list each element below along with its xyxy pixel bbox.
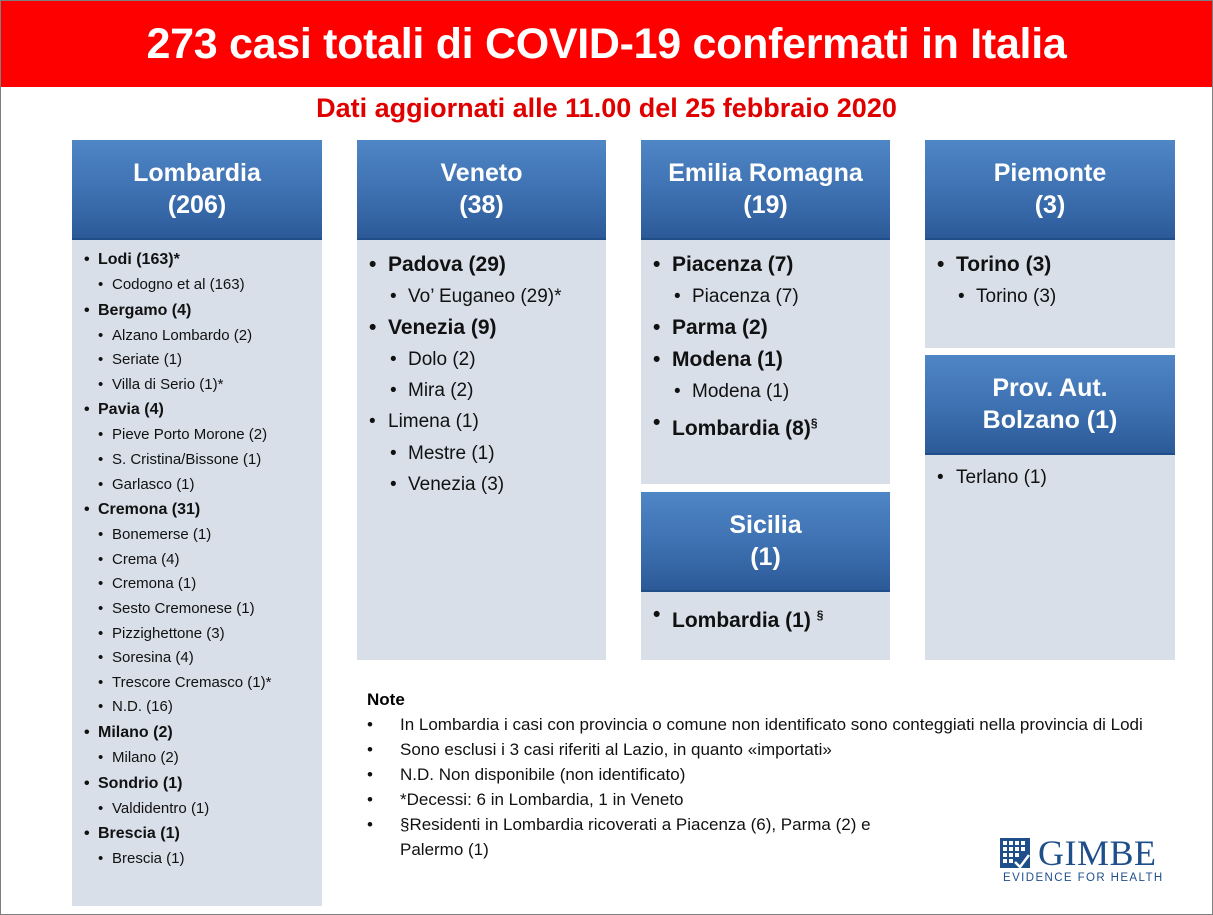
region-header: [925, 355, 1175, 455]
page-subtitle: Dati aggiornati alle 11.00 del 25 febbraio 2020: [316, 93, 897, 123]
item-label: Garlasco (1): [112, 475, 195, 493]
province-item: [641, 599, 890, 637]
region-header: [641, 492, 890, 592]
province-item: [357, 406, 606, 438]
province-item: [641, 249, 890, 281]
town-item: [72, 695, 322, 720]
province-item: [641, 344, 890, 376]
note-item: • §Residenti in Lombardia ricoverati a Piacenza (6), Parma (2) e Palermo (1): [367, 812, 1182, 862]
town-item: [641, 281, 890, 312]
gimbe-grid-icon: [1000, 838, 1030, 868]
region-emilia-romagna: [641, 140, 890, 484]
note-item: • Sono esclusi i 3 casi riferiti al Lazio, in quanto «importati»: [367, 737, 1182, 762]
item-label: Pizzighettone (3): [112, 624, 225, 642]
item-label: Parma (2): [672, 316, 768, 339]
region-name: Emilia Romagna: [668, 159, 863, 187]
town-item: [357, 438, 606, 469]
item-label: Modena (1): [692, 381, 790, 402]
region-body: [925, 240, 1175, 348]
item-label: Vo’ Euganeo (29)*: [408, 286, 562, 307]
region-lombardia: [72, 140, 322, 906]
item-label: Padova (29): [388, 253, 506, 276]
province-item: [72, 771, 322, 797]
item-label: Codogno et al (163): [112, 276, 245, 293]
item-label: Alzano Lombardo (2): [112, 326, 253, 344]
region-count: (1): [750, 543, 781, 571]
gimbe-logo: [1000, 833, 1175, 888]
item-label: Bergamo (4): [98, 301, 192, 319]
region-veneto: [357, 140, 606, 660]
item-label: Torino (3): [976, 286, 1057, 307]
city-list: [925, 249, 1175, 312]
item-label: Mestre (1): [408, 443, 495, 464]
region-name: Sicilia: [729, 511, 802, 539]
item-label: Lombardia (8): [672, 417, 811, 440]
city-list: [925, 462, 1175, 494]
province-item: [357, 312, 606, 344]
province-item: [641, 312, 890, 344]
town-item: [72, 847, 322, 872]
province-item: [641, 407, 890, 445]
page-title: 273 casi totali di COVID-19 confermati in Italia: [1, 1, 1212, 87]
item-label: Brescia (1): [98, 825, 180, 843]
town-item: [72, 597, 322, 622]
footnote-mark: §: [810, 416, 818, 430]
region-count: Bolzano (1): [982, 406, 1118, 434]
item-label: Cremona (31): [98, 501, 201, 519]
item-label: Valdidentro (1): [112, 799, 210, 817]
item-label: Cremona (1): [112, 575, 197, 593]
region-bolzano: [925, 355, 1175, 660]
item-label: Piacenza (7): [672, 253, 794, 276]
item-label: Villa di Serio (1)*: [112, 375, 224, 393]
region-count: (38): [459, 191, 504, 219]
town-item: [72, 423, 322, 448]
item-label: Dolo (2): [408, 349, 476, 370]
item-label: Terlano (1): [956, 467, 1047, 488]
region-count: (206): [167, 191, 227, 219]
town-item: [72, 797, 322, 822]
region-header: [72, 140, 322, 240]
town-item: [72, 448, 322, 473]
province-item: [925, 462, 1175, 494]
town-item: [72, 324, 322, 349]
item-label: Venezia (9): [388, 316, 497, 339]
town-item: [641, 376, 890, 407]
item-label: Brescia (1): [112, 850, 185, 868]
province-item: [72, 397, 322, 423]
town-item: [72, 273, 322, 298]
item-label: Crema (4): [112, 550, 180, 568]
town-item: [72, 373, 322, 398]
province-item: [72, 298, 322, 324]
city-list: [641, 249, 890, 445]
region-name: Veneto: [440, 159, 523, 187]
item-label: Piacenza (7): [692, 286, 799, 307]
item-label: Modena (1): [672, 348, 783, 371]
note-item: • N.D. Non disponibile (non identificato): [367, 762, 1182, 787]
item-label: Bonemerse (1): [112, 526, 212, 544]
item-label: Venezia (3): [408, 474, 505, 495]
logo-tagline: EVIDENCE FOR HEALTH: [1003, 872, 1164, 884]
town-item: [72, 572, 322, 597]
region-body: [357, 240, 606, 660]
item-label: Pavia (4): [98, 401, 164, 419]
item-label: Lombardia (1): [672, 609, 817, 632]
item-label: Torino (3): [956, 253, 1052, 276]
region-name: Lombardia: [133, 159, 261, 187]
note-item: • In Lombardia i casi con provincia o comune non identificato sono conteggiati nella provincia di Lodi: [367, 712, 1182, 737]
province-item: [72, 247, 322, 273]
item-label: Milano (2): [112, 748, 179, 766]
town-item: [72, 671, 322, 696]
province-item: [72, 720, 322, 746]
item-label: Trescore Cremasco (1)*: [112, 673, 272, 691]
region-header: [925, 140, 1175, 240]
town-item: [72, 523, 322, 548]
town-item: [72, 646, 322, 671]
town-item: [72, 473, 322, 498]
item-label: Lodi (163)*: [98, 251, 180, 268]
town-item: [72, 622, 322, 647]
notes-title: Note: [367, 690, 405, 709]
province-item: [72, 497, 322, 523]
region-body: [641, 592, 890, 660]
item-label: Mira (2): [408, 380, 474, 401]
town-item: [72, 548, 322, 573]
province-item: [925, 249, 1175, 281]
logo-wordmark: GIMBE: [1038, 833, 1157, 873]
city-list: [641, 599, 890, 637]
town-item: [72, 746, 322, 771]
item-label: Sesto Cremonese (1): [112, 599, 255, 617]
town-item: [357, 375, 606, 406]
item-label: N.D. (16): [112, 698, 173, 716]
item-label: Sondrio (1): [98, 774, 183, 792]
region-name: Prov. Aut.: [992, 374, 1108, 402]
province-item: [357, 249, 606, 281]
item-label: Seriate (1): [112, 351, 183, 369]
region-body: [72, 240, 322, 906]
region-name: Piemonte: [993, 159, 1107, 187]
item-label: Soresina (4): [112, 649, 194, 667]
region-body: [641, 240, 890, 484]
region-header: [357, 140, 606, 240]
item-label: Limena (1): [388, 411, 479, 432]
city-list: [357, 249, 606, 500]
town-item: [72, 348, 322, 373]
town-item: [925, 281, 1175, 312]
footnote-mark: §: [816, 608, 824, 622]
city-list: [72, 247, 322, 872]
region-count: (19): [743, 191, 788, 219]
province-item: [72, 821, 322, 847]
item-label: Pieve Porto Morone (2): [112, 426, 268, 444]
town-item: [357, 344, 606, 375]
town-item: [357, 469, 606, 500]
region-piemonte: [925, 140, 1175, 348]
town-item: [357, 281, 606, 312]
region-header: [641, 140, 890, 240]
item-label: S. Cristina/Bissone (1): [112, 450, 262, 468]
region-sicilia: [641, 492, 890, 660]
item-label: Milano (2): [98, 723, 173, 741]
region-body: [925, 455, 1175, 660]
note-item: • *Decessi: 6 in Lombardia, 1 in Veneto: [367, 787, 1182, 812]
region-count: (3): [1034, 191, 1066, 219]
